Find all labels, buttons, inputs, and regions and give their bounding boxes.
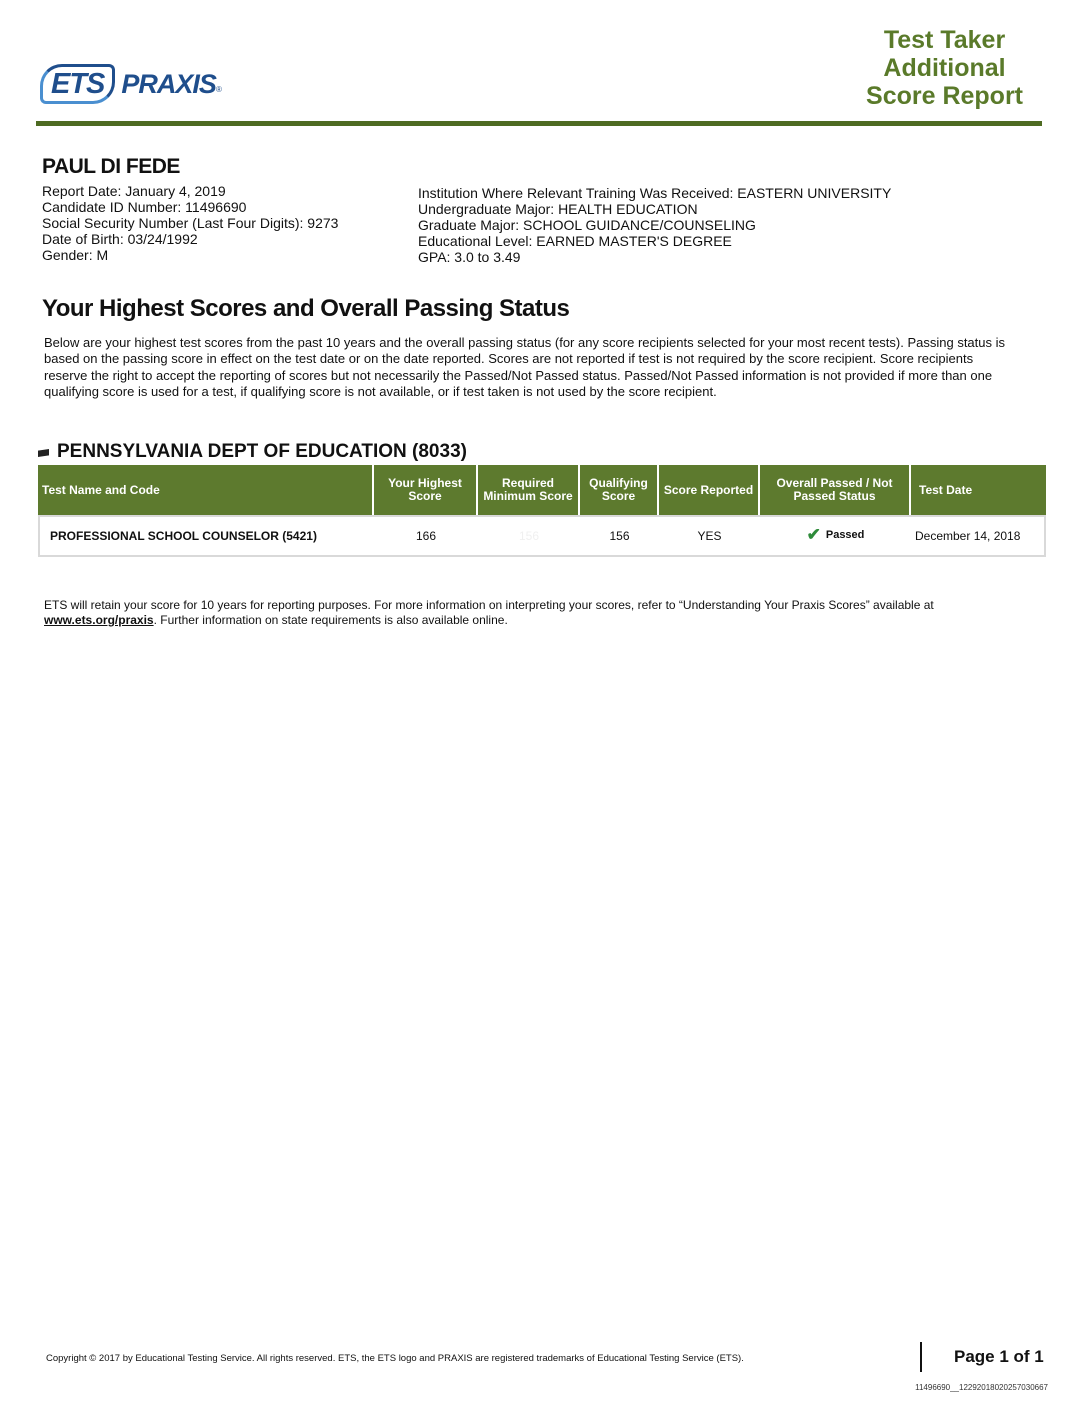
candidate-name: PAUL DI FEDE [42,155,180,178]
graduate-major: Graduate Major: SCHOOL GUIDANCE/COUNSELING [418,217,756,233]
report-title-line: Test Taker [883,26,1006,54]
score-recipient-heading [38,441,467,463]
retention-note [44,598,1004,628]
cell-required-minimum: 156 [478,515,580,557]
candidate-id: Candidate ID Number: 11496690 [42,199,247,215]
scores-table [38,465,1046,557]
document-id: 11496690__1229201802025703066​7 [915,1383,1048,1392]
report-date: Report Date: January 4, 2019 [42,183,226,199]
header-divider [36,121,1042,126]
ets-praxis-link[interactable]: www.ets.org/praxis [44,613,154,627]
table-row [38,515,1046,557]
cell-highest-score: 166 [374,515,478,557]
cell-test-date: December 14, 2018 [911,515,1046,557]
status-badge [806,525,865,544]
report-title [866,26,1023,110]
checkmark-icon: ✔ [806,525,821,544]
col-header-status: Overall Passed / Not Passed Status [760,465,911,515]
logo-registered-mark: ® [215,85,222,94]
status-text: Passed [825,529,865,541]
ets-praxis-logo [40,62,222,106]
page-number: Page 1 of 1 [954,1347,1044,1366]
footer-divider [920,1342,922,1372]
gpa: GPA: 3.0 to 3.49 [418,249,521,265]
note-text-end: . Further information on state requirements is also available online. [153,613,508,627]
col-header-test-date: Test Date [911,465,1046,515]
report-title-line: Score Report [866,82,1023,110]
ssn-last-four: Social Security Number (Last Four Digits): 9273 [42,215,339,231]
section-intro: Below are your highest test scores from the past 10 years and the overall passing status (for any score recipients selected for your most recent tests). Passing status is based on the passing score in effect on the test date or on the date reported. Scores are not reported if test is not required by the score recipient. Score recipients reserve the right to accept the reporting of scores but not necessarily the Passed/Not Passed status. Passed/Not Passed information is not provided if more than one qualifying score is used for a test, if qualifying score is not available, or if test taken is not used by the score recipient. [44,335,1006,400]
education-details [418,185,891,265]
candidate-details [42,183,338,263]
undergraduate-major: Undergraduate Major: HEALTH EDUCATION [418,201,698,217]
col-header-score-reported: Score Reported [659,465,760,515]
section-title: Your Highest Scores and Overall Passing Status [42,295,570,322]
col-header-required-minimum: Required Minimum Score [478,465,580,515]
logo-praxis: PRAXIS [121,68,216,99]
cell-status [760,515,911,557]
report-title-line: Additional [883,54,1006,82]
score-recipient-name: PENNSYLVANIA DEPT OF EDUCATION (8033) [57,441,467,462]
gender: Gender: M [42,247,109,263]
date-of-birth: Date of Birth: 03/24/1992 [42,231,198,247]
table-header-row [38,465,1046,515]
col-header-qualifying-score: Qualifying Score [580,465,659,515]
cell-score-reported: YES [659,515,760,557]
education-level: Educational Level: EARNED MASTER'S DEGREE [418,233,732,249]
logo-ets: ETS [40,64,115,104]
copyright: Copyright © 2017 by Educational Testing Service. All rights reserved. ETS, the ETS logo and PRAXIS are registered trademarks of Educational Testing Service (ETS). [46,1353,744,1364]
institution: Institution Where Relevant Training Was Received: EASTERN UNIVERSITY [418,185,892,201]
flag-icon [38,449,49,457]
col-header-highest-score: Your Highest Score [374,465,478,515]
cell-test-name: PROFESSIONAL SCHOOL COUNSELOR (5421) [38,515,374,557]
cell-qualifying-score: 156 [580,515,659,557]
note-text: ETS will retain your score for 10 years for reporting purposes. For more information on interpreting your scores, refer to “Understanding Your Praxis Scores” available at [44,598,934,612]
col-header-test-name: Test Name and Code [38,465,374,515]
